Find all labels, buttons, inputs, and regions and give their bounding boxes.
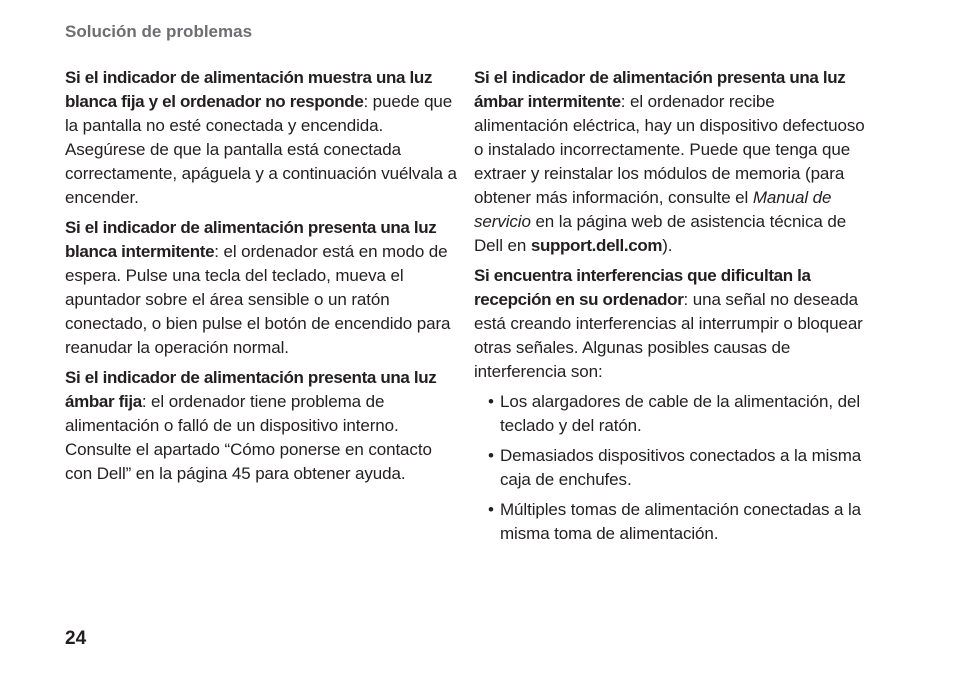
paragraph-heading: Si el indicador de alimentación presenta una luz ámbar intermitente [474, 68, 846, 111]
list-item-text: Múltiples tomas de alimentación conectadas a la misma toma de alimentación. [500, 500, 861, 543]
list-item [474, 498, 866, 546]
bullet-icon: • [488, 500, 494, 519]
service-manual-title: Manual de servicio [474, 188, 832, 231]
bullet-icon: • [488, 392, 494, 411]
paragraph-heading: Si el indicador de alimentación presenta una luz ámbar fija [65, 368, 437, 411]
page-number: 24 [65, 628, 87, 649]
interference-causes-list [474, 390, 866, 546]
paragraph-text: en la página web de asistencia técnica de Dell en [474, 212, 847, 255]
support-link[interactable]: support.dell.com [530, 236, 663, 255]
paragraph-heading: Si el indicador de alimentación muestra una luz blanca fija y el ordenador no responde [65, 68, 433, 111]
paragraph-text: : el ordenador tiene problema de alimentación o falló de un dispositivo interno. Consulte el apartado “Cómo ponerse en contacto con Dell” en la página 45 para obtener ayuda. [65, 392, 432, 483]
right-column [474, 66, 866, 552]
paragraph-text: : el ordenador está en modo de espera. Pulse una tecla del teclado, mueva el apuntador sobre el área sensible o un ratón conectado, o bien pulse el botón de encendido para reanudar la operación normal. [65, 242, 451, 357]
paragraph-white-blinking-light [65, 216, 457, 360]
list-item [474, 444, 866, 492]
paragraph-text: : puede que la pantalla no esté conectada y encendida. Asegúrese de que la pantalla está conectada correctamente, apáguela y a continuación vuélvala a encender. [65, 92, 457, 207]
paragraph-amber-blinking-light [474, 66, 866, 258]
paragraph-heading: Si el indicador de alimentación presenta una luz blanca intermitente [65, 218, 437, 261]
paragraph-interference [474, 264, 866, 384]
paragraph-amber-solid-light [65, 366, 457, 486]
paragraph-heading: Si encuentra interferencias que dificultan la recepción en su ordenador [474, 266, 811, 309]
paragraph-white-solid-light [65, 66, 457, 210]
bullet-icon: • [488, 446, 494, 465]
paragraph-text: ). [662, 236, 673, 255]
list-item-text: Los alargadores de cable de la alimentación, del teclado y del ratón. [500, 392, 860, 435]
paragraph-text: : el ordenador recibe alimentación eléctrica, hay un dispositivo defectuoso o instalado incorrectamente. Puede que tenga que extraer y reinstalar los módulos de memoria (para obtener más información, consulte el [474, 92, 865, 207]
list-item [474, 390, 866, 438]
list-item-text: Demasiados dispositivos conectados a la misma caja de enchufes. [500, 446, 862, 489]
paragraph-text: : una señal no deseada está creando interferencias al interrumpir o bloquear otras señales. Algunas posibles causas de interferencia son: [474, 290, 863, 381]
section-title: Solución de problemas [65, 22, 253, 41]
left-column [65, 66, 457, 492]
